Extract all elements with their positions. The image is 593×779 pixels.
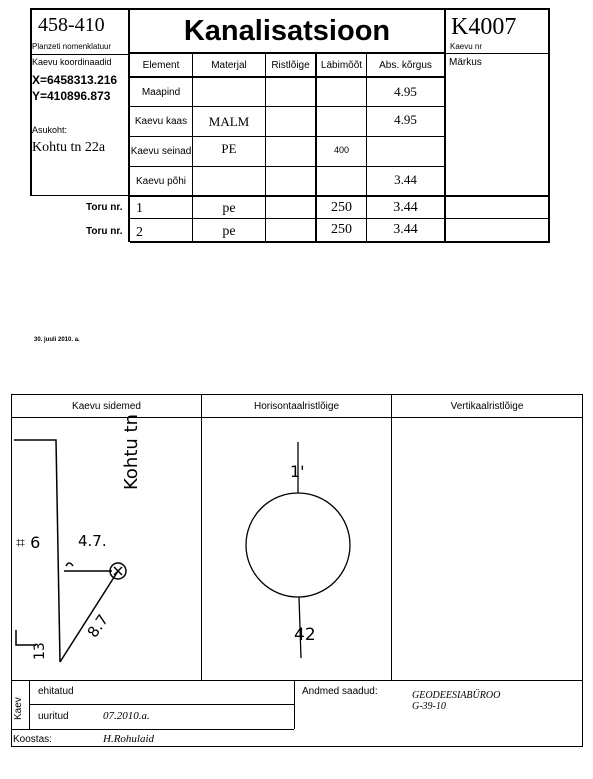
sheet-caption: Planzeti nomenklatuur: [32, 42, 112, 51]
row-material: MALM: [208, 113, 250, 129]
pipe-top-label: 1': [290, 462, 305, 481]
address-value: Kohtu tn 22a: [32, 140, 106, 155]
source-code: G-39-10: [412, 701, 446, 712]
pipe-label: Toru nr.: [86, 226, 123, 237]
pipe-diameter: 250: [331, 222, 352, 237]
row-height: 3.44: [394, 172, 417, 187]
row-diameter: 400: [333, 145, 350, 155]
data-label: Andmed saadud:: [302, 686, 378, 697]
col-diameter: Läbimõõt: [320, 59, 363, 71]
well-caption: Kaevu nr: [450, 42, 483, 51]
compiled-label: Koostas:: [13, 734, 52, 745]
row-height: 4.95: [394, 84, 417, 99]
street-note: Kohtu tn: [121, 414, 142, 490]
source-name: GEODEESIABÜROO: [412, 690, 501, 701]
remarks-label: Märkus: [449, 57, 482, 68]
left-mark: ⌗ 6: [16, 533, 41, 552]
page-title: Kanalisatsioon: [183, 14, 391, 47]
col-height: Abs. kõrgus: [379, 59, 432, 71]
col-section: Ristlõige: [271, 59, 310, 71]
coord-x: X=6458313.216: [32, 73, 118, 87]
row-element: Maapind: [141, 86, 181, 98]
pipe-label: Toru nr.: [86, 202, 123, 213]
row-element: Kaevu seinad: [130, 146, 192, 157]
col-title-vertical: Vertikaalristlõige: [450, 401, 524, 412]
side-label: Kaev: [13, 697, 24, 720]
date-note: 30. juuli 2010. a.: [34, 337, 80, 343]
pipe-number: 2: [136, 225, 143, 240]
pipe-number: 1: [136, 201, 143, 216]
pipe-height: 3.44: [393, 222, 418, 237]
col-title-connections: Kaevu sidemed: [72, 401, 141, 412]
col-title-horizontal: Horisontaalristlõige: [253, 401, 340, 412]
compiled-by: H.Rohulaid: [103, 733, 155, 745]
col-element: Element: [142, 59, 180, 71]
surveyed-label: uuritud: [38, 711, 69, 722]
sheet-number: 458-410: [38, 14, 105, 36]
col-material: Materjal: [211, 59, 247, 71]
row-element: Kaevu kaas: [134, 116, 188, 127]
pipe-height: 3.44: [393, 199, 418, 215]
pipe-material: pe: [222, 201, 236, 216]
address-label: Asukoht:: [32, 125, 68, 135]
coords-heading: Kaevu koordinaadid: [32, 57, 112, 67]
coord-y: Y=410896.873: [32, 89, 111, 103]
dist-diag: 8.7: [83, 611, 113, 641]
pipe-bottom-label: 42: [294, 625, 316, 645]
well-id: K4007: [451, 14, 517, 40]
row-height: 4.95: [394, 112, 417, 127]
surveyed-date: 07.2010.a.: [103, 710, 150, 722]
row-material: PE: [221, 141, 237, 156]
row-element: Kaevu põhi: [135, 175, 187, 187]
pipe-diameter: 250: [331, 199, 352, 215]
dist-top: 4.7.: [78, 532, 107, 550]
dist-side: 13: [32, 642, 48, 660]
pipe-material: pe: [222, 224, 236, 239]
built-label: ehitatud: [38, 686, 74, 697]
